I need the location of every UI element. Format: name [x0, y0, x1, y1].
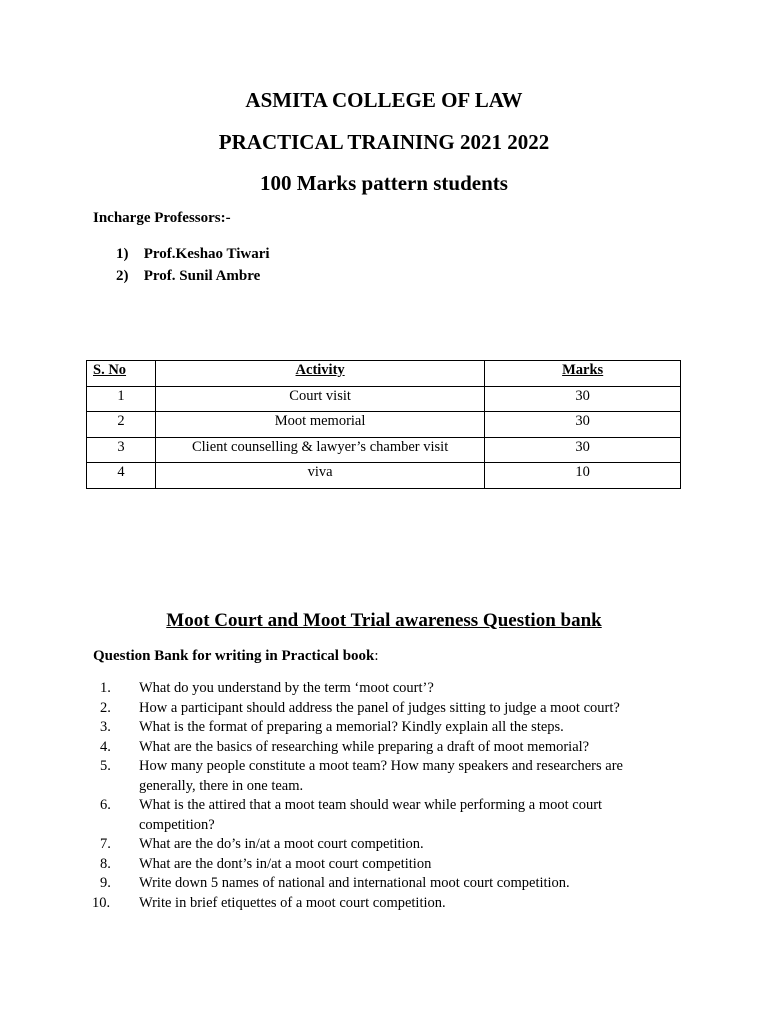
question-number: 9. [100, 875, 111, 891]
question-text: What are the dont’s in/at a moot court competition [139, 855, 432, 872]
cell-sno: 1 [87, 386, 156, 412]
cell-marks: 30 [485, 412, 681, 438]
cell-activity: Client counselling & lawyer’s chamber visit [155, 437, 484, 463]
list-item [100, 757, 670, 796]
professor-name: Prof. Sunil Ambre [143, 268, 261, 284]
list-item [100, 738, 670, 758]
question-number: 3. [100, 719, 111, 735]
question-number: 4. [100, 738, 111, 755]
list-item [100, 699, 670, 719]
list-item [100, 874, 670, 894]
table-row [87, 463, 681, 489]
question-bank-title: Moot Court and Moot Trial awareness Question bank [166, 610, 602, 631]
question-number: 7. [100, 836, 111, 852]
pattern-title: 100 Marks pattern students [260, 171, 508, 195]
cell-marks: 10 [485, 463, 681, 489]
list-item [100, 718, 670, 738]
question-list [92, 679, 670, 913]
list-item [100, 835, 670, 855]
cell-marks: 30 [485, 386, 681, 412]
question-bank-subtitle-colon: : [374, 648, 379, 664]
question-number: 10. [92, 894, 111, 911]
question-number: 6. [100, 797, 111, 813]
table-row [87, 412, 681, 438]
marks-table [86, 360, 681, 489]
question-number: 5. [100, 758, 111, 774]
question-number: 2. [100, 699, 111, 716]
professor-item [116, 243, 270, 265]
table-row [87, 437, 681, 463]
table-header-row [87, 361, 681, 387]
question-text: Write in brief etiquettes of a moot court competition. [139, 894, 446, 911]
cell-activity: Court visit [155, 386, 484, 412]
professor-number: 2) [116, 268, 129, 284]
question-number: 1. [100, 680, 111, 696]
cell-activity: Moot memorial [155, 412, 484, 438]
question-number: 8. [100, 855, 111, 872]
cell-sno: 3 [87, 437, 156, 463]
list-item [92, 894, 670, 914]
question-text: How a participant should address the panel of judges sitting to judge a moot court? [139, 699, 620, 716]
list-item [100, 679, 670, 699]
question-text: What are the do’s in/at a moot court competition. [139, 836, 424, 852]
incharge-label: Incharge Professors:- [93, 210, 231, 226]
header-marks: Marks [485, 361, 681, 387]
question-text: What do you understand by the term ‘moot court’? [139, 680, 434, 696]
question-text: What is the attired that a moot team should wear while performing a moot court competition? [139, 797, 603, 833]
question-bank-subtitle-bold: Question Bank for writing in Practical book [93, 648, 375, 664]
header-sno: S. No [87, 361, 156, 387]
list-item [100, 796, 670, 835]
cell-sno: 4 [87, 463, 156, 489]
question-text: What is the format of preparing a memorial? Kindly explain all the steps. [139, 719, 564, 735]
question-text: How many people constitute a moot team? How many speakers and researchers are generally, there in one team. [139, 758, 623, 794]
professor-item [116, 265, 270, 287]
cell-sno: 2 [87, 412, 156, 438]
college-title: ASMITA COLLEGE OF LAW [245, 88, 523, 112]
question-text: What are the basics of researching while preparing a draft of moot memorial? [139, 738, 590, 755]
professor-name: Prof.Keshao Tiwari [143, 246, 270, 262]
list-item [100, 855, 670, 875]
professor-number: 1) [116, 246, 129, 262]
question-text: Write down 5 names of national and international moot court competition. [139, 875, 570, 891]
header-activity: Activity [155, 361, 484, 387]
professor-list [116, 243, 270, 287]
cell-marks: 30 [485, 437, 681, 463]
question-bank-subtitle [93, 648, 379, 665]
cell-activity: viva [155, 463, 484, 489]
training-title: PRACTICAL TRAINING 2021 2022 [218, 130, 550, 154]
table-row [87, 386, 681, 412]
